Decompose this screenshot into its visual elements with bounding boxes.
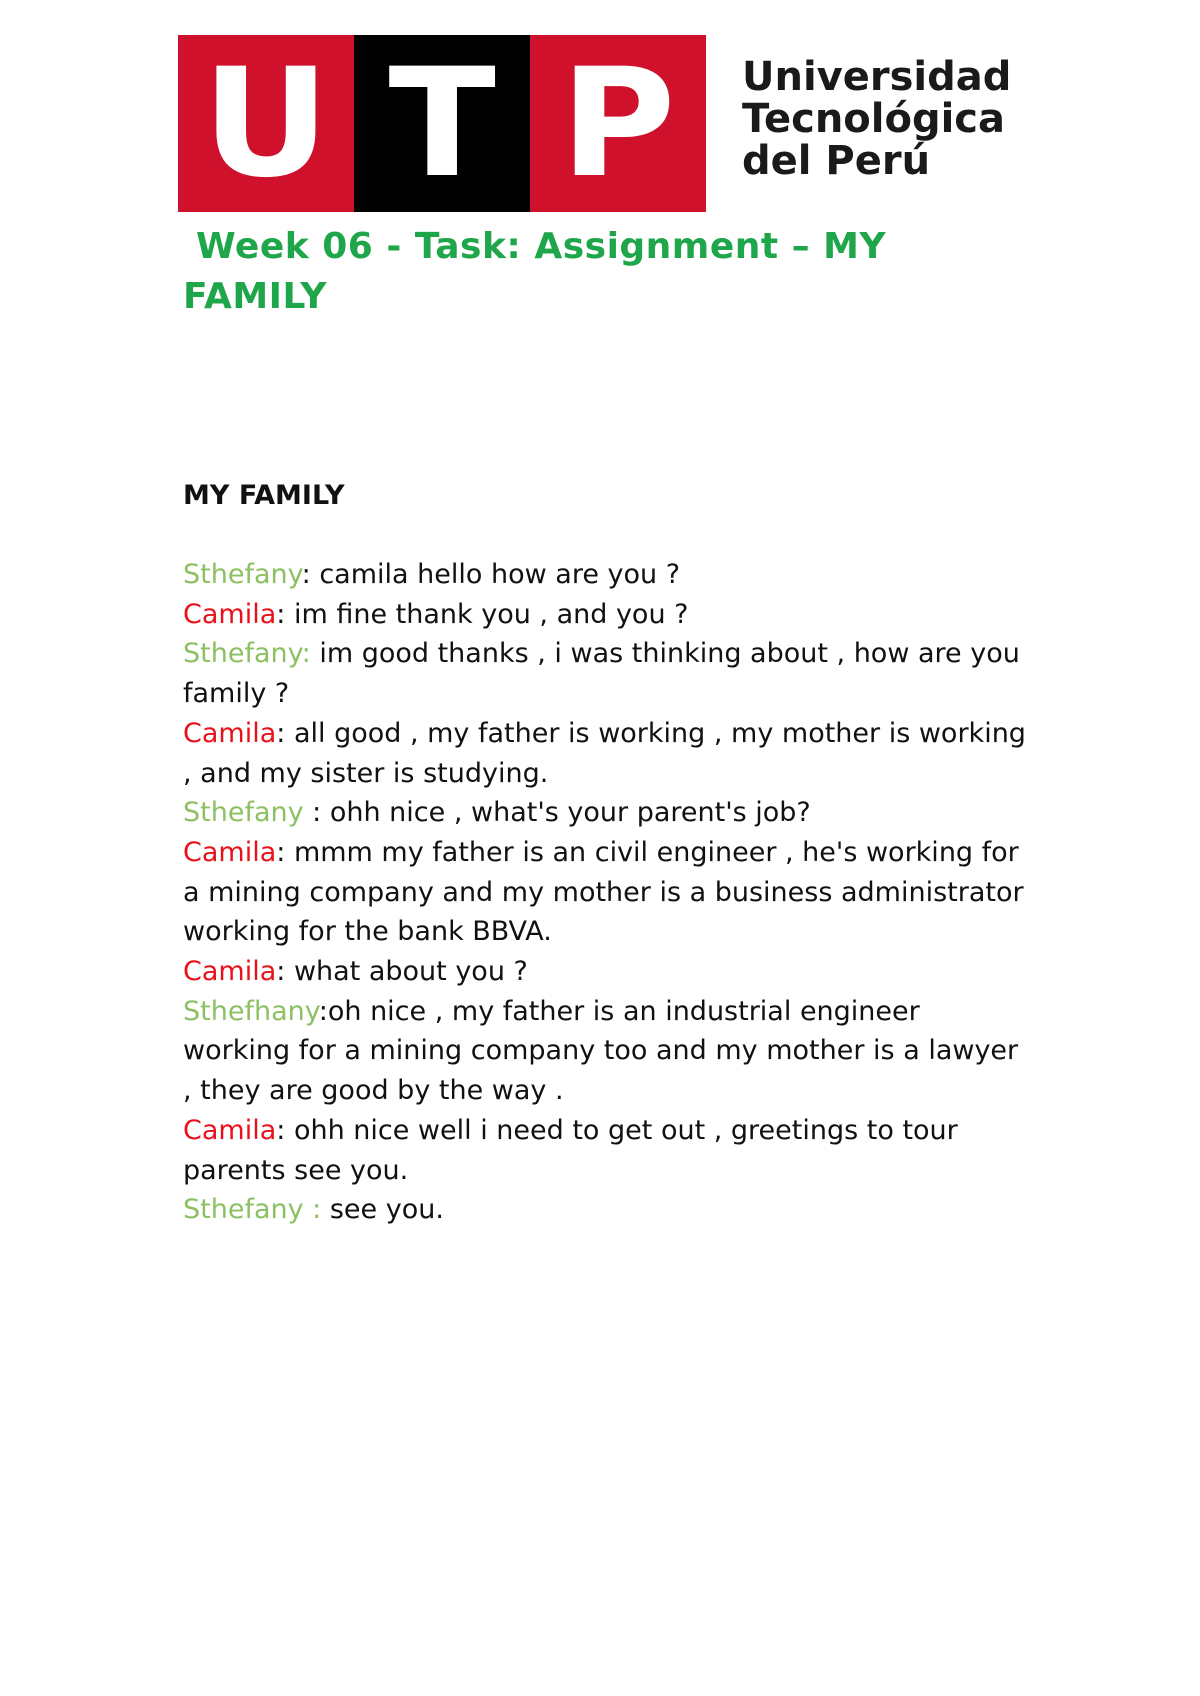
dialogue xyxy=(183,555,1033,1230)
document-title-line1: Week 06 - Task: Assignment – MY xyxy=(196,226,887,267)
document-title xyxy=(183,222,943,322)
dialogue-line xyxy=(183,595,1033,635)
dialogue-text: all good , my father is working , my mother is working , and my sister is studying. xyxy=(183,717,1026,789)
dialogue-line xyxy=(183,1190,1033,1230)
university-name-line: Universidad xyxy=(742,54,1012,100)
dialogue-line xyxy=(183,952,1033,992)
speaker-name: Camila xyxy=(183,836,277,868)
dialogue-line xyxy=(183,793,1033,833)
speaker-separator: : xyxy=(301,559,320,590)
utp-logo xyxy=(178,35,706,212)
university-name xyxy=(742,56,1011,182)
speaker-separator: : xyxy=(318,995,328,1027)
speaker-separator: : xyxy=(303,797,330,829)
speaker-name: Camila xyxy=(183,956,277,988)
dialogue-line xyxy=(183,714,1033,793)
speaker-separator: : xyxy=(276,956,294,988)
dialogue-text: oh nice , my father is an industrial engineer working for a mining company too and my mother is a lawyer , they are good by the way . xyxy=(183,995,1019,1107)
logo-letter-u: U xyxy=(202,36,330,211)
speaker-separator: : xyxy=(276,1114,294,1146)
dialogue-line xyxy=(183,992,1033,1111)
section-heading: MY FAMILY xyxy=(183,480,345,511)
speaker-name: Sthefany xyxy=(183,559,302,590)
speaker-name: Sthefany: xyxy=(183,638,320,670)
dialogue-text: see you. xyxy=(329,1194,444,1226)
dialogue-text: ohh nice , what's your parent's job? xyxy=(329,797,811,829)
speaker-separator: : xyxy=(276,836,294,868)
dialogue-line xyxy=(183,833,1033,952)
logo-block-t xyxy=(354,35,530,212)
logo-letter-t: T xyxy=(388,36,496,211)
dialogue-text: im fine thank you , and you ? xyxy=(293,598,689,630)
document-title-line2: FAMILY xyxy=(183,276,327,317)
university-name-line: Tecnológica xyxy=(742,96,1006,142)
logo-block-p xyxy=(530,35,706,212)
speaker-name: Sthefany xyxy=(183,797,304,829)
speaker-separator: : xyxy=(276,598,294,630)
dialogue-line xyxy=(183,1111,1033,1190)
speaker-name: Sthefhany xyxy=(183,995,319,1027)
dialogue-text: what about you ? xyxy=(293,956,528,988)
speaker-name: Camila xyxy=(183,1114,277,1146)
dialogue-text: camila hello how are you ? xyxy=(319,559,681,590)
dialogue-line xyxy=(183,555,1033,595)
dialogue-text: ohh nice well i need to get out , greetings to tour parents see you. xyxy=(183,1114,958,1186)
speaker-separator: : xyxy=(276,717,294,749)
dialogue-text: im good thanks , i was thinking about , how are you family ? xyxy=(183,638,1020,710)
logo-letter-p: P xyxy=(560,36,676,211)
speaker-name: Sthefany : xyxy=(183,1194,330,1226)
university-name-line: del Perú xyxy=(742,138,931,184)
speaker-name: Camila xyxy=(183,717,277,749)
dialogue-text: mmm my father is an civil engineer , he's working for a mining company and my mother is a business administrator working for the bank BBVA. xyxy=(183,836,1024,948)
logo-block-u xyxy=(178,35,354,212)
speaker-name: Camila xyxy=(183,598,277,630)
dialogue-line xyxy=(183,634,1033,713)
